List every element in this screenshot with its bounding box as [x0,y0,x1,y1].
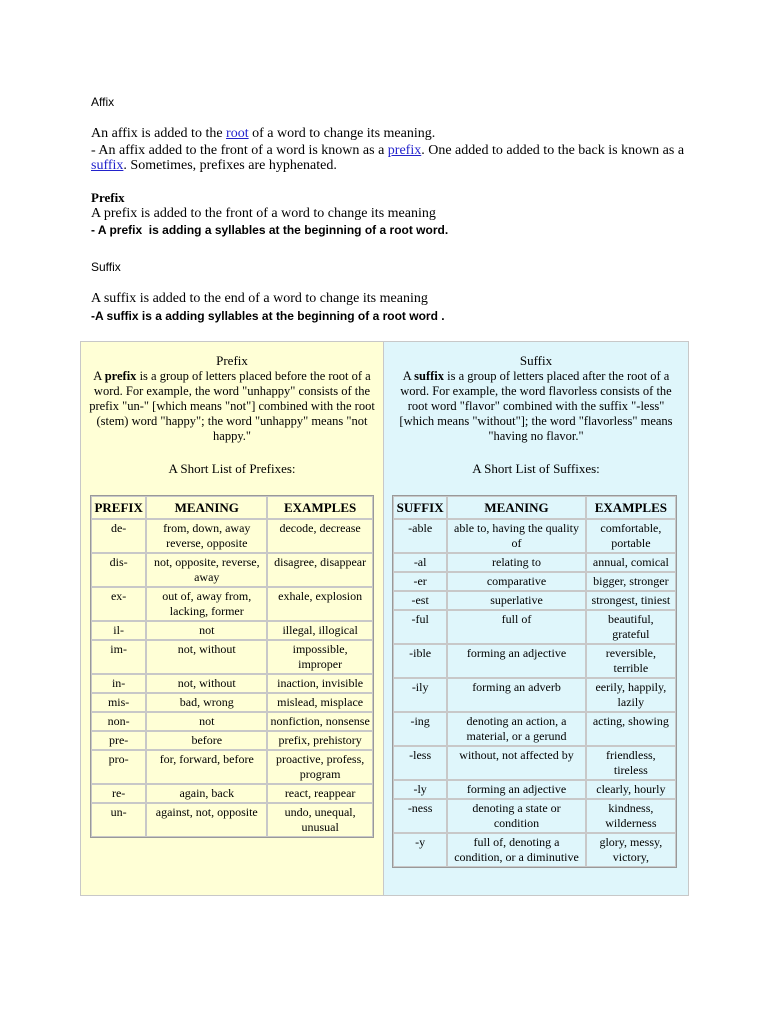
suffix-table-row [393,644,676,678]
suffix-table-row [393,833,676,867]
examples-cell: react, reappear [267,784,373,803]
examples-cell: impossible, improper [267,640,373,674]
meaning-cell: not [146,712,267,731]
meaning-cell: before [146,731,267,750]
suffix-cell: -ily [393,678,447,712]
examples-cell: decode, decrease [267,519,373,553]
examples-cell: inaction, invisible [267,674,373,693]
examples-cell: annual, comical [586,553,676,572]
meaning-cell: relating to [447,553,585,572]
examples-cell: prefix, prehistory [267,731,373,750]
suffix-table-row [393,746,676,780]
suffix-list-title: A Short List of Suffixes: [472,461,600,476]
suffix-panel-title: Suffix [519,353,553,368]
suffix-cell: -y [393,833,447,867]
examples-cell: proactive, profess, program [267,750,373,784]
suffix-cell: -est [393,591,447,610]
prefix-table-row [91,693,373,712]
prefix-table-row [91,803,373,837]
prefix-cell: im- [91,640,146,674]
meaning-cell: without, not affected by [447,746,585,780]
meaning-cell: denoting a state or condition [447,799,585,833]
prefix-desc-text: is a group of letters placed before the root of a word. For example, the word "unhappy" consists of the prefix "un-" [which means "not"] combined with the root (stem) word "happy"; the word "unhappy" means "not happy." [89,369,375,443]
affix-line-2-text: - An affix added to the front of a word is known as a [91,143,388,158]
header-examples: EXAMPLES [586,496,676,519]
suffix-cell: -ness [393,799,447,833]
meaning-cell: not, without [146,674,267,693]
prefix-cell: pro- [91,750,146,784]
suffix-bold-line: -A suffix is a adding syllables at the beginning of a root word . [91,309,445,323]
prefix-table-row [91,621,373,640]
suffix-cell: -ing [393,712,447,746]
examples-cell: bigger, stronger [586,572,676,591]
suffix-table [392,495,677,868]
suffix-table-row [393,591,676,610]
suffix-table-row [393,799,676,833]
suffix-desc-bold: suffix [414,369,445,383]
root-link[interactable]: root [226,126,249,141]
meaning-cell: for, forward, before [146,750,267,784]
meaning-cell: from, down, away reverse, opposite [146,519,267,553]
suffix-cell: -ly [393,780,447,799]
examples-cell: comfortable, portable [586,519,676,553]
prefix-cell: re- [91,784,146,803]
prefix-table-row [91,731,373,750]
suffix-cell: -less [393,746,447,780]
meaning-cell: out of, away from, lacking, former [146,587,267,621]
meaning-cell: denoting an action, a material, or a gerund [447,712,585,746]
prefix-bold-rest: is adding a syllables at the beginning of a root word. [142,223,449,237]
affix-line-3-tail: . Sometimes, prefixes are hyphenated. [123,158,337,173]
examples-cell: nonfiction, nonsense [267,712,373,731]
suffix-definition: A suffix is added to the end of a word to change its meaning [91,291,428,306]
prefix-panel-title: Prefix [216,353,248,368]
prefix-table-row [91,587,373,621]
meaning-cell: superlative [447,591,585,610]
affix-heading: Affix [91,95,115,109]
header-examples: EXAMPLES [267,496,373,519]
prefix-definition: A prefix is added to the front of a word to change its meaning [91,206,436,221]
prefix-link[interactable]: prefix [387,143,422,158]
examples-cell: glory, messy, victory, [586,833,676,867]
meaning-cell: comparative [447,572,585,591]
prefix-table-row [91,553,373,587]
examples-cell: beautiful, grateful [586,610,676,644]
meaning-cell: able to, having the quality of [447,519,585,553]
header-meaning: MEANING [146,496,267,519]
meaning-cell: forming an adjective [447,644,585,678]
meaning-cell: full of [447,610,585,644]
examples-cell: friendless, tireless [586,746,676,780]
prefix-panel [80,341,384,896]
examples-cell: exhale, explosion [267,587,373,621]
suffix-cell: -al [393,553,447,572]
suffix-table-row [393,610,676,644]
examples-cell: illegal, illogical [267,621,373,640]
prefix-cell: non- [91,712,146,731]
prefix-cell: pre- [91,731,146,750]
prefix-table-row [91,519,373,553]
prefix-table-row [91,674,373,693]
meaning-cell: not [146,621,267,640]
prefix-table-row [91,712,373,731]
affix-line-1-tail: of a word to change its meaning. [248,126,436,141]
prefix-table-row [91,784,373,803]
meaning-cell: full of, denoting a condition, or a diminutive [447,833,585,867]
prefix-cell: in- [91,674,146,693]
examples-cell: acting, showing [586,712,676,746]
prefix-panel-description [81,369,383,444]
affix-line-1-text: An affix is added to the [91,126,227,141]
suffix-table-row [393,678,676,712]
prefix-bold-a: - A [91,223,110,237]
examples-cell: kindness, wilderness [586,799,676,833]
suffix-cell: -ful [393,610,447,644]
prefix-list-title: A Short List of Prefixes: [168,461,296,476]
examples-cell: mislead, misplace [267,693,373,712]
prefix-table-row [91,750,373,784]
prefix-bold-word: prefix [109,223,143,237]
meaning-cell: not, opposite, reverse, away [146,553,267,587]
suffix-panel-description [384,369,688,444]
suffix-desc-a: A [402,369,415,383]
examples-cell: reversible, terrible [586,644,676,678]
header-prefix: PREFIX [91,496,146,519]
prefix-table-row [91,640,373,674]
suffix-cell: -able [393,519,447,553]
prefix-cell: un- [91,803,146,837]
header-suffix: SUFFIX [393,496,447,519]
suffix-heading: Suffix [91,260,121,274]
suffix-table-row [393,780,676,799]
prefix-cell: dis- [91,553,146,587]
examples-cell: eerily, happily, lazily [586,678,676,712]
affix-line-3 [91,158,337,174]
prefix-heading: Prefix [91,190,125,205]
meaning-cell: bad, wrong [146,693,267,712]
prefix-bold-line [91,223,448,237]
suffix-table-row [393,572,676,591]
suffix-table-header [393,496,676,519]
meaning-cell: forming an adjective [447,780,585,799]
meaning-cell: forming an adverb [447,678,585,712]
suffix-desc-text: is a group of letters placed after the root of a word. For example, the word flavorless consists of the root word "flavor" combined with the suffix "-less" [which means "without"]; the word "flavorless" means "having no flavor." [399,369,673,443]
suffix-table-row [393,519,676,553]
suffix-table-row [393,712,676,746]
examples-cell: undo, unequal, unusual [267,803,373,837]
prefix-cell: mis- [91,693,146,712]
examples-cell: strongest, tiniest [586,591,676,610]
prefix-desc-a: A [93,369,105,383]
examples-cell: disagree, disappear [267,553,373,587]
prefix-table-header [91,496,373,519]
affix-line-2 [91,143,684,159]
header-meaning: MEANING [447,496,585,519]
meaning-cell: not, without [146,640,267,674]
affix-line-2-tail: . One added to added to the back is known as a [421,143,685,158]
affix-line-1 [91,126,435,142]
prefix-cell: de- [91,519,146,553]
prefix-cell: ex- [91,587,146,621]
suffix-table-row [393,553,676,572]
meaning-cell: against, not, opposite [146,803,267,837]
suffix-panel [384,341,689,896]
prefix-table [90,495,374,838]
prefix-desc-bold: prefix [104,369,137,383]
suffix-cell: -er [393,572,447,591]
suffix-link[interactable]: suffix [91,158,124,173]
meaning-cell: again, back [146,784,267,803]
examples-cell: clearly, hourly [586,780,676,799]
suffix-cell: -ible [393,644,447,678]
prefix-cell: il- [91,621,146,640]
